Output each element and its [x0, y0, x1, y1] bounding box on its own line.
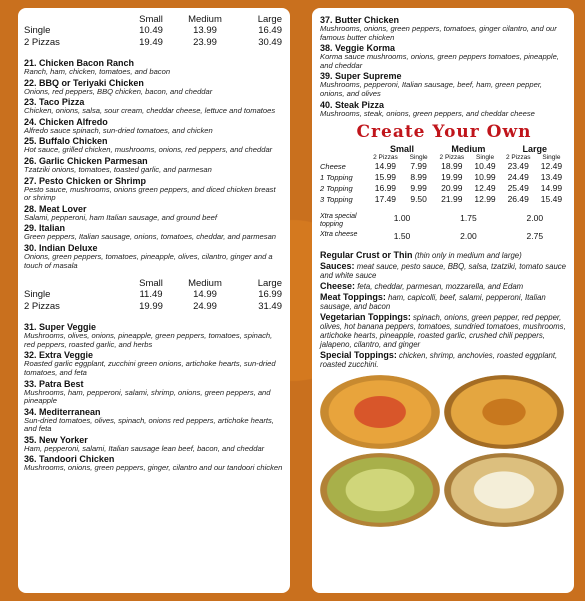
price-cell: 31.49 [258, 301, 282, 313]
cyo-extra-row [320, 213, 568, 229]
menu-item-name: 27. Pesto Chicken or Shrimp [24, 175, 147, 186]
menu-item-description: Salami, pepperoni, ham Italian sausage, and ground beef [24, 212, 217, 222]
cyo-extra-row [320, 231, 568, 241]
menu-item-description: Sun-dried tomatoes, olives, spinach, onions red peppers, artichoke hearts, and feta [24, 415, 274, 434]
left-menu-panel [18, 8, 290, 593]
price-cell: 2.75 [526, 231, 544, 242]
menu-item [24, 204, 284, 223]
price-cell: 18.99 [441, 161, 463, 172]
price-cell: 24.49 [507, 172, 529, 183]
price-cell: 19.99 [441, 172, 463, 183]
menu-item-name: 30. Indian Deluxe [24, 242, 98, 253]
price-cell: 1.75 [460, 213, 477, 224]
price-cell: 1.50 [393, 231, 411, 242]
price-cell: 14.99 [193, 289, 217, 301]
cyo-row-label: Cheese [320, 162, 346, 172]
price-cell: 10.49 [474, 161, 496, 172]
price-cell: 25.49 [507, 183, 529, 194]
price-cell: 19.49 [139, 37, 163, 48]
price-cell: 16.99 [374, 183, 397, 194]
price-cell: 9.50 [410, 194, 427, 205]
cyo-price-row [320, 183, 568, 194]
menu-item [24, 97, 284, 116]
menu-item [320, 71, 568, 98]
option-text: spinach, onions, green pepper, red pepper, olives, hot banana peppers, tomatoes, sundried tomatoes, mushrooms, artichoke hearts, pineapple, roasted garlic, crushed chili peppers, jalapeno, cilantro, and ginger [320, 313, 566, 350]
price-table-header [24, 14, 284, 25]
price-table-header [24, 278, 284, 289]
menu-item [24, 58, 284, 77]
option-entry [320, 251, 568, 260]
price-cell: 15.99 [374, 172, 397, 183]
menu-item [24, 322, 284, 349]
menu-items-group-3 [320, 15, 568, 118]
cyo-row-label: 3 Topping [320, 195, 353, 205]
menu-item-description: Alfredo sauce spinach, sun-dried tomatoes, and chicken [24, 125, 213, 135]
price-cell: 21.99 [441, 194, 463, 205]
menu-item-name: 34. Mediterranean [24, 406, 101, 417]
option-title: Meat Toppings: [320, 292, 386, 303]
cyo-sub-label: Single [475, 154, 495, 162]
cyo-sub-label: 2 Pizzas [439, 154, 465, 162]
menu-item-description: Onions, red peppers, BBQ chicken, bacon, and cheddar [24, 86, 213, 96]
size-medium: Medium [188, 278, 222, 290]
size-small: Small [139, 14, 163, 25]
price-cell: 23.99 [193, 37, 217, 48]
menu-item-description: Mushrooms, steak, onions, green peppers, and cheddar cheese [320, 108, 535, 118]
menu-item [24, 407, 284, 434]
size-small: Small [390, 144, 415, 155]
menu-item-name: 25. Buffalo Chicken [24, 136, 108, 147]
option-title: Cheese: [320, 281, 356, 292]
cyo-size-header [320, 144, 568, 154]
price-cell: 9.99 [410, 183, 427, 194]
price-cell: 12.99 [474, 194, 496, 205]
menu-item-description: Onions, green peppers, tomatoes, pineapple, olives, cilantro, ginger and a touch of masala [24, 251, 273, 270]
menu-item-name: 40. Steak Pizza [320, 99, 385, 110]
menu-item [24, 136, 284, 155]
option-entry [320, 262, 568, 280]
price-cell: 8.99 [410, 172, 427, 183]
menu-item-description: Ham, pepperoni, salami, Italian sausage lean beef, bacon, and cheddar [24, 443, 265, 453]
menu-item-name: 22. BBQ or Teriyaki Chicken [24, 77, 144, 88]
price-row-label: 2 Pizzas [24, 301, 60, 313]
price-cell: 12.49 [474, 183, 496, 194]
cyo-row-label: 2 Topping [320, 184, 353, 194]
menu-item [24, 350, 284, 377]
menu-item-name: 35. New Yorker [24, 434, 88, 445]
price-cell: 1.00 [393, 213, 411, 224]
options-list [320, 251, 568, 369]
cyo-sub-label: 2 Pizzas [505, 154, 531, 162]
option-entry [320, 313, 568, 349]
cyo-extra-label: Xtra special topping [320, 213, 357, 229]
option-text: ham, capicolli, beef, salami, pepperoni, Italian sausage, and bacon [320, 293, 546, 312]
price-row-label: Single [24, 289, 51, 301]
price-cell: 14.99 [374, 161, 397, 172]
menu-item-name: 36. Tandoori Chicken [24, 454, 115, 465]
option-entry [320, 282, 568, 291]
price-cell: 11.49 [139, 289, 163, 301]
price-row [24, 25, 284, 37]
price-cell: 24.99 [193, 301, 217, 313]
option-text: feta, cheddar, parmesan, mozzarella, and Edam [357, 282, 524, 292]
price-table-2 [24, 278, 284, 313]
price-cell: 12.49 [540, 161, 563, 172]
pizza-photo [320, 375, 440, 449]
option-entry [320, 351, 568, 369]
option-text: chicken, shrimp, anchovies, roasted eggplant, roasted zucchini. [320, 351, 558, 370]
menu-item [24, 117, 284, 136]
option-title: Sauces: [320, 261, 355, 272]
price-cell: 10.99 [474, 172, 496, 183]
menu-item [24, 176, 284, 203]
price-cell: 19.99 [139, 301, 163, 313]
option-entry [320, 293, 568, 311]
menu-item [24, 223, 284, 242]
menu-item-description: Green peppers, Italian sausage, onions, tomatoes, cheddar, and parmesan [24, 232, 277, 242]
menu-item [24, 243, 284, 270]
menu-item-description: Roasted garlic eggplant, zucchini green onions, artichoke hearts, sun-dried tomatoes, and feta [24, 359, 276, 377]
cyo-extras-table [320, 213, 568, 241]
price-cell: 20.99 [441, 183, 463, 194]
price-row [24, 37, 284, 49]
cyo-sub-label: Single [542, 154, 561, 162]
create-your-own-title: Create Your Own [356, 122, 532, 143]
menu-item [24, 78, 284, 97]
price-cell: 13.99 [193, 25, 217, 36]
cyo-price-table [320, 161, 568, 205]
menu-item-name: 37. Butter Chicken [320, 15, 400, 25]
price-cell: 23.49 [507, 161, 529, 172]
option-text: (thin only in medium and large) [414, 251, 522, 261]
cyo-price-row [320, 161, 568, 172]
menu-items-group-2 [24, 322, 284, 473]
pizza-photo [320, 453, 440, 527]
price-cell: 10.49 [139, 25, 163, 36]
price-row [24, 289, 284, 301]
menu-item-description: Mushrooms, olives, onions, pineapple, green peppers, tomatoes, spinach, red peppers, roasted garlic, and herbs [24, 331, 273, 349]
menu-item-name: 24. Chicken Alfredo [24, 116, 108, 127]
option-text: meat sauce, pesto sauce, BBQ, salsa, tzatziki, tomato sauce and white sauce [320, 262, 567, 281]
menu-item-description: Pesto sauce, mushrooms, onions green peppers, and diced chicken breast or shrimp [24, 184, 276, 203]
price-cell: 26.49 [507, 194, 529, 205]
price-cell: 2.00 [460, 231, 477, 242]
menu-item-name: 26. Garlic Chicken Parmesan [24, 155, 148, 166]
option-title: Regular Crust or Thin [320, 250, 413, 261]
menu-item [320, 43, 568, 70]
price-cell: 2.00 [526, 213, 544, 224]
size-small: Small [139, 278, 163, 290]
price-cell: 30.49 [258, 37, 282, 48]
menu-item-description: Ranch, ham, chicken, tomatoes, and bacon [24, 67, 171, 76]
cyo-sub-header [320, 154, 568, 161]
menu-item-name: 33. Patra Best [24, 378, 84, 389]
menu-items-group-1 [24, 58, 284, 270]
menu-item-description: Mushrooms, onions, green peppers, ginger, cilantro and our tandoori chicken [24, 463, 283, 473]
menu-item [24, 454, 284, 473]
menu-item-description: Korma sauce mushrooms, onions, green peppers tomatoes, pineapple, and cheddar [320, 52, 559, 70]
menu-item-description: Chicken, onions, salsa, sour cream, cheddar cheese, lettuce and tomatoes [24, 106, 276, 116]
menu-item [320, 15, 568, 42]
right-menu-panel [312, 8, 574, 593]
menu-item-name: 21. Chicken Bacon Ranch [24, 58, 135, 68]
price-cell: 15.49 [540, 194, 563, 205]
menu-item-name: 28. Meat Lover [24, 203, 87, 214]
price-cell: 14.99 [540, 183, 563, 194]
cyo-price-row [320, 172, 568, 183]
price-cell: 13.49 [540, 172, 563, 183]
size-medium: Medium [451, 144, 486, 155]
price-cell: 16.99 [258, 289, 282, 301]
cyo-extra-label: Xtra cheese [320, 231, 358, 239]
menu-item [24, 435, 284, 454]
menu-item-name: 31. Super Veggie [24, 322, 97, 333]
size-large: Large [522, 144, 548, 155]
cyo-price-row [320, 194, 568, 205]
price-row-label: Single [24, 25, 51, 36]
size-large: Large [257, 278, 282, 290]
menu-item-description: Mushrooms, onions, green peppers, tomatoes, ginger cilantro, and our famous butter chicken [320, 24, 557, 42]
option-title: Special Toppings: [320, 350, 397, 361]
cyo-row-label: 1 Topping [320, 173, 353, 183]
menu-item-description: Tzatziki onions, tomatoes, toasted garlic, and parmesan [24, 164, 212, 174]
pizza-photos [320, 375, 568, 527]
menu-item-name: 32. Extra Veggie [24, 350, 94, 361]
menu-item-description: Hot sauce, grilled chicken, mushrooms, onions, red peppers, and cheddar [24, 145, 273, 155]
cyo-sub-label: Single [409, 154, 428, 162]
size-large: Large [257, 14, 282, 25]
price-row [24, 301, 284, 313]
price-cell: 7.99 [410, 161, 427, 172]
menu-item-name: 29. Italian [24, 223, 66, 234]
price-table-1 [24, 14, 284, 49]
pizza-photo [444, 453, 564, 527]
pizza-photo [444, 375, 564, 449]
menu-item-name: 38. Veggie Korma [320, 43, 396, 54]
menu-item-description: Mushrooms, ham, pepperoni, salami, shrimp, onions, green peppers, and pineapple [24, 387, 271, 406]
price-cell: 16.49 [258, 25, 282, 36]
price-cell: 17.49 [374, 194, 397, 205]
menu-item-description: Mushrooms, pepperoni, Italian sausage, beef, ham, green pepper, onions, and olives [320, 80, 543, 98]
cyo-sub-label: 2 Pizzas [373, 154, 398, 162]
option-title: Vegetarian Toppings: [320, 312, 411, 323]
menu-item-name: 23. Taco Pizza [24, 97, 85, 108]
menu-item [320, 100, 568, 119]
size-medium: Medium [188, 14, 222, 25]
menu-item [24, 156, 284, 175]
menu-item [24, 379, 284, 406]
price-row-label: 2 Pizzas [24, 37, 60, 48]
menu-item-name: 39. Super Supreme [320, 71, 402, 82]
